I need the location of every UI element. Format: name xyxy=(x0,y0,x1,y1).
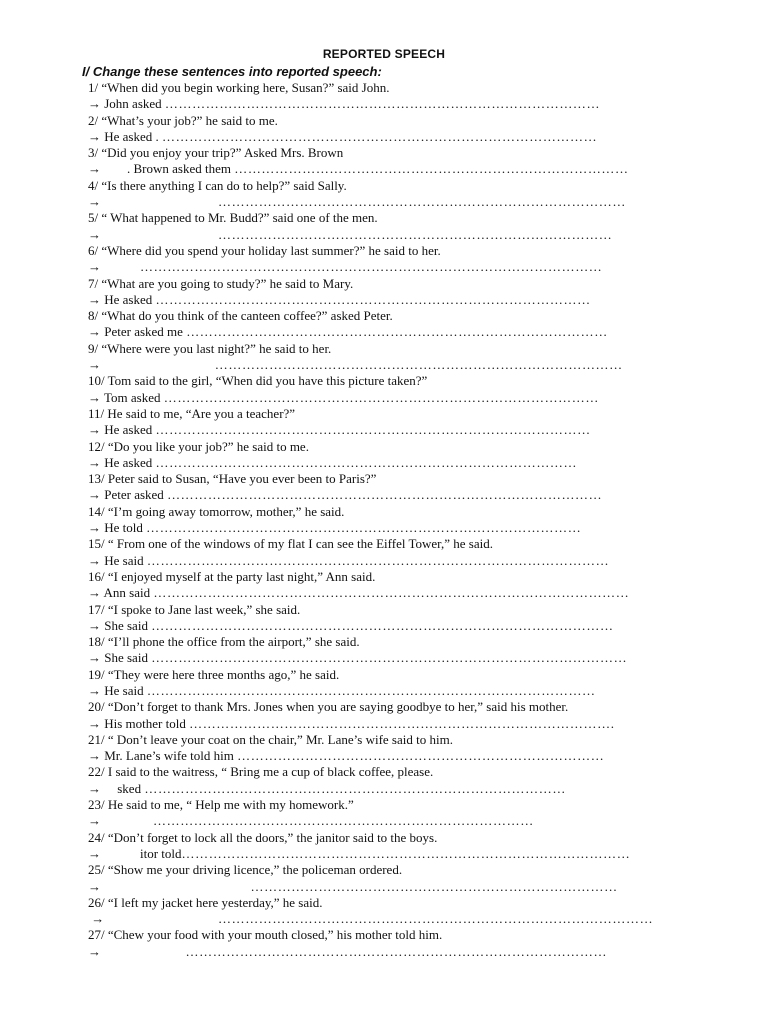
exercise-question: 26/ “I left my jacket here yesterday,” he said. xyxy=(88,894,323,910)
answer-prefix: → xyxy=(88,226,218,242)
exercise-question: 5/ “ What happened to Mr. Budd?” said one of the men. xyxy=(88,210,378,226)
answer-blank[interactable]: …………………………………………………………………………………… xyxy=(164,96,601,112)
exercise-question: 23/ He said to me, “ Help me with my homework.” xyxy=(88,797,354,813)
answer-blank[interactable]: …………………………………………………………………………………. xyxy=(189,715,615,731)
answer-blank[interactable]: …………………………………………………………………………………… xyxy=(167,487,603,503)
exercise-question: 19/ “They were here three months ago,” he said. xyxy=(88,666,340,682)
answer-prefix: → itor told xyxy=(88,845,182,861)
exercise-item xyxy=(88,145,688,178)
exercise-question: 27/ “Chew your food with your mouth closed,” his mother told him. xyxy=(88,927,443,943)
answer-prefix: → xyxy=(88,911,218,927)
exercise-question: 18/ “I’ll phone the office from the airport,” she said. xyxy=(88,634,360,650)
answer-blank[interactable]: ………………………………………………………………………… xyxy=(153,813,534,829)
answer-line[interactable] xyxy=(88,618,688,634)
answer-prefix: → He asked . xyxy=(88,128,163,144)
answer-line[interactable] xyxy=(88,227,688,243)
answer-prefix: → She said xyxy=(88,617,152,633)
exercise-item xyxy=(88,243,688,276)
answer-line[interactable] xyxy=(88,683,688,699)
exercise-item xyxy=(88,210,688,243)
exercise-item xyxy=(88,569,688,602)
answer-prefix: → xyxy=(88,194,218,210)
exercise-item xyxy=(88,406,688,439)
exercise-item xyxy=(88,862,688,895)
exercise-question: 11/ He said to me, “Are you a teacher?” xyxy=(88,405,296,421)
answer-prefix: → Tom asked xyxy=(88,389,164,405)
exercise-question: 16/ “I enjoyed myself at the party last night,” Ann said. xyxy=(88,568,376,584)
exercise-item xyxy=(88,276,688,309)
exercise-item xyxy=(88,634,688,667)
exercise-question: 1/ “When did you begin working here, Susan?” said John. xyxy=(88,80,390,95)
answer-prefix: → xyxy=(88,878,251,894)
answer-line[interactable] xyxy=(88,781,688,797)
answer-line[interactable] xyxy=(88,96,688,112)
answer-blank[interactable]: ……………………………………………………………………………… xyxy=(214,357,623,373)
exercise-question: 24/ “Don’t forget to lock all the doors,” the janitor said to the boys. xyxy=(88,829,438,845)
answer-prefix: → She said xyxy=(88,650,152,666)
answer-line[interactable] xyxy=(88,585,688,601)
exercise-question: 20/ “Don’t forget to thank Mrs. Jones when you are saying goodbye to her,” said his mother. xyxy=(88,699,569,715)
exercise-item xyxy=(88,373,688,406)
answer-blank[interactable]: …………………………………………………………………………………… xyxy=(146,520,582,536)
exercise-item xyxy=(88,471,688,504)
exercise-item xyxy=(88,341,688,374)
exercise-item xyxy=(88,80,688,113)
answer-blank[interactable]: ………………………………………………………………………………………… xyxy=(151,617,614,633)
exercise-question: 6/ “Where did you spend your holiday last summer?” he said to her. xyxy=(88,242,441,258)
answer-prefix: → He asked xyxy=(88,454,156,470)
answer-line[interactable] xyxy=(88,422,688,438)
answer-line[interactable] xyxy=(88,911,688,927)
answer-prefix: → Peter asked me xyxy=(88,324,187,340)
exercise-question: 14/ “I’m going away tomorrow, mother,” he said. xyxy=(88,503,345,519)
answer-prefix: → His mother told xyxy=(88,715,190,731)
answer-blank[interactable]: …………………………………………………………………………………… xyxy=(163,389,599,405)
exercise-question: 13/ Peter said to Susan, “Have you ever been to Paris?” xyxy=(88,471,377,487)
page-title: REPORTED SPEECH xyxy=(322,47,446,61)
exercise-question: 21/ “ Don’t leave your coat on the chair,” Mr. Lane’s wife said to him. xyxy=(88,731,453,747)
exercise-item xyxy=(88,699,688,732)
exercise-question: 15/ “ From one of the windows of my flat I can see the Eiffel Tower,” he said. xyxy=(88,536,493,552)
answer-prefix: → He said xyxy=(88,552,147,568)
answer-blank[interactable]: …………………………………………………………………………… xyxy=(218,226,613,242)
answer-blank[interactable]: ………………………………………………………………………………………… xyxy=(146,552,610,568)
exercise-question: 7/ “What are you going to study?” he said to Mary. xyxy=(88,275,354,291)
answer-prefix: → He asked xyxy=(88,291,156,307)
answer-blank[interactable]: …………………………………………………………………………… xyxy=(234,161,629,177)
answer-line[interactable] xyxy=(88,553,688,569)
answer-line[interactable] xyxy=(88,813,688,829)
answer-blank[interactable]: ……………………………………………………………………………………… xyxy=(181,845,631,861)
answer-blank[interactable]: ……………………………………………………………………………………… xyxy=(146,682,596,698)
answer-prefix: → He said xyxy=(88,682,147,698)
answer-prefix: → Mr. Lane’s wife told him xyxy=(88,748,238,764)
answer-line[interactable] xyxy=(88,161,688,177)
answer-prefix: → xyxy=(88,813,153,829)
answer-blank[interactable]: ……………………………………………………………………… xyxy=(237,748,605,764)
answer-prefix: → sked xyxy=(88,780,145,796)
answer-prefix: → xyxy=(88,259,140,275)
exercise-question: 9/ “Where were you last night?” he said to her. xyxy=(88,340,332,356)
answer-line[interactable] xyxy=(88,194,688,210)
exercise-item xyxy=(88,895,688,928)
exercise-item xyxy=(88,113,688,146)
exercise-question: 4/ “Is there anything I can do to help?” said Sally. xyxy=(88,177,347,193)
answer-blank[interactable]: ………………………………………………………………………………… xyxy=(155,454,578,470)
answer-line[interactable] xyxy=(88,357,688,373)
answer-line[interactable] xyxy=(88,292,688,308)
answer-blank[interactable]: …………………………………………………………………………………………… xyxy=(151,650,628,666)
answer-line[interactable] xyxy=(88,129,688,145)
exercise-item xyxy=(88,667,688,700)
answer-blank[interactable]: ………………………………………………………………………………… xyxy=(186,324,608,340)
answer-line[interactable] xyxy=(88,944,688,960)
answer-line[interactable] xyxy=(88,520,688,536)
answer-blank[interactable]: ………………………………………………………………………………… xyxy=(185,943,608,959)
exercise-item xyxy=(88,732,688,765)
exercise-item xyxy=(88,536,688,569)
answer-blank[interactable]: ………………………………………………………………………………………… xyxy=(140,259,603,275)
exercise-question: 2/ “What’s your job?” he said to me. xyxy=(88,112,278,128)
answer-line[interactable] xyxy=(88,716,688,732)
answer-line[interactable] xyxy=(88,846,688,862)
exercise-item xyxy=(88,927,688,960)
instruction-heading: I/ Change these sentences into reported speech: xyxy=(82,64,382,79)
exercise-question: 3/ “Did you enjoy your trip?” Asked Mrs. Brown xyxy=(88,145,344,161)
answer-prefix: → . Brown asked them xyxy=(88,161,235,177)
exercise-question: 8/ “What do you think of the canteen coffee?” asked Peter. xyxy=(88,308,393,324)
answer-prefix: → He asked xyxy=(88,422,156,438)
exercise-question: 22/ I said to the waitress, “ Bring me a cup of black coffee, please. xyxy=(88,764,434,780)
exercise-list xyxy=(88,80,688,960)
answer-blank[interactable]: …………………………………………………………………………………… xyxy=(155,291,591,307)
answer-prefix: → Ann said xyxy=(88,585,154,601)
exercise-question: 17/ “I spoke to Jane last week,” she said. xyxy=(88,601,301,617)
answer-blank[interactable]: ……………………………………………………………………………… xyxy=(218,194,626,210)
exercise-item xyxy=(88,797,688,830)
answer-blank[interactable]: …………………………………………………………………………………… xyxy=(155,422,591,438)
answer-prefix: → xyxy=(88,357,215,373)
answer-line[interactable] xyxy=(88,390,688,406)
answer-blank[interactable]: ………………………………………………………………………………… xyxy=(144,780,566,796)
answer-blank[interactable]: …………………………………………………………………………………… xyxy=(162,128,598,144)
answer-line[interactable] xyxy=(88,487,688,503)
answer-line[interactable] xyxy=(88,748,688,764)
answer-blank[interactable]: ……………………………………………………………………… xyxy=(250,878,618,894)
answer-line[interactable] xyxy=(88,455,688,471)
answer-blank[interactable]: …………………………………………………………………………………………… xyxy=(153,585,630,601)
answer-prefix: → He told xyxy=(88,520,147,536)
answer-prefix: → John asked xyxy=(88,96,165,112)
exercise-question: 12/ “Do you like your job?” he said to me. xyxy=(88,438,309,454)
exercise-item xyxy=(88,178,688,211)
exercise-question: 10/ Tom said to the girl, “When did you have this picture taken?” xyxy=(88,373,428,389)
exercise-item xyxy=(88,764,688,797)
exercise-item xyxy=(88,308,688,341)
answer-line[interactable] xyxy=(88,879,688,895)
answer-prefix: → Peter asked xyxy=(88,487,168,503)
answer-line[interactable] xyxy=(88,324,688,340)
exercise-item xyxy=(88,830,688,863)
exercise-item xyxy=(88,602,688,635)
answer-line[interactable] xyxy=(88,259,688,275)
exercise-question: 25/ “Show me your driving licence,” the policeman ordered. xyxy=(88,862,403,878)
answer-blank[interactable]: …………………………………………………………………………………… xyxy=(218,911,654,927)
answer-line[interactable] xyxy=(88,650,688,666)
exercise-item xyxy=(88,504,688,537)
answer-prefix: → xyxy=(88,943,186,959)
exercise-item xyxy=(88,439,688,472)
